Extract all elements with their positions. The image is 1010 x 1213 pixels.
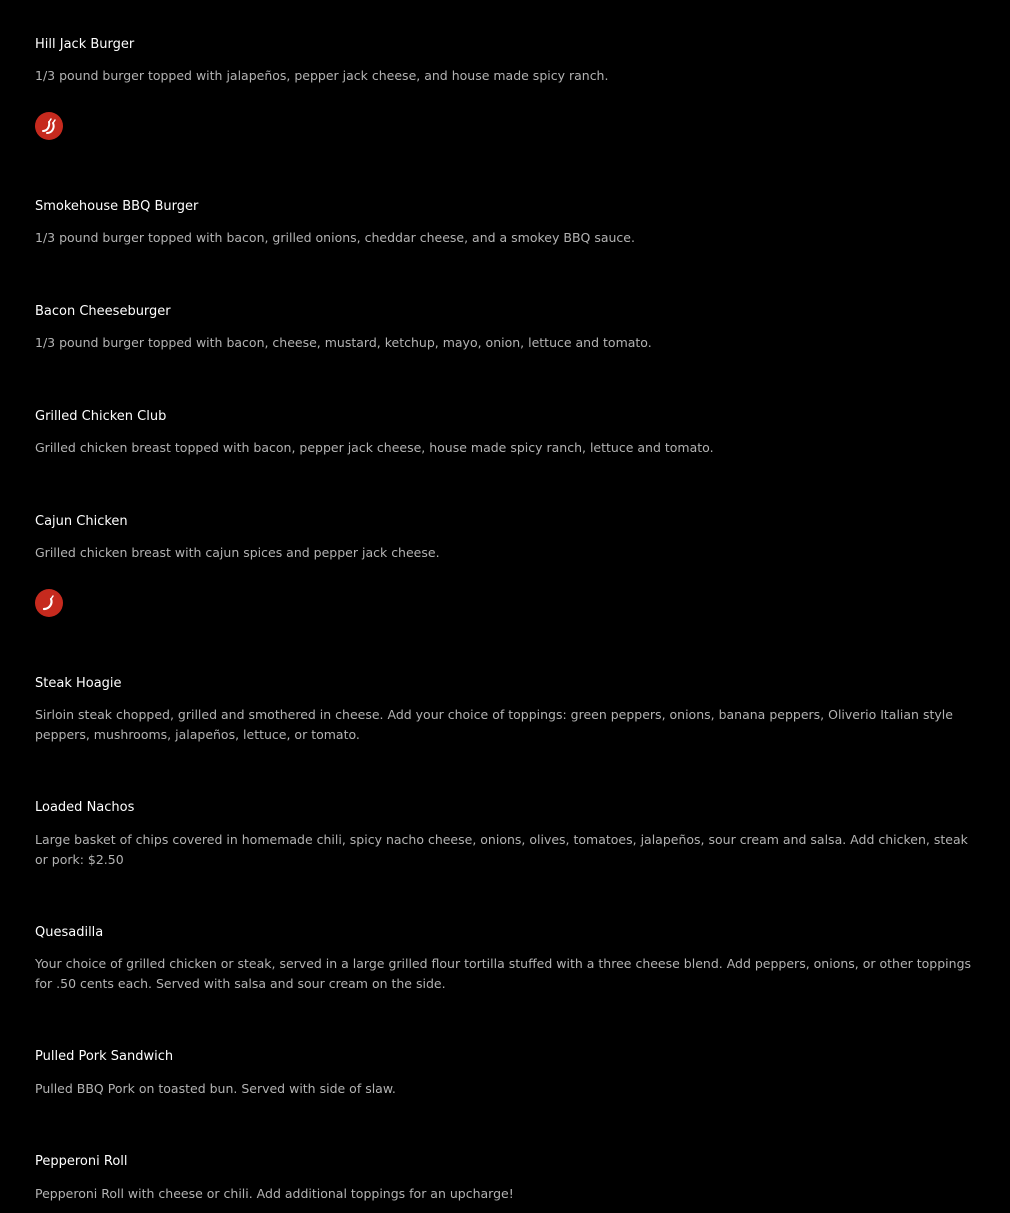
chili-pepper-icon xyxy=(35,589,63,617)
menu-item-description: Pepperoni Roll with cheese or chili. Add additional toppings for an upcharge! xyxy=(35,1186,514,1201)
menu-item-pepperoni-roll xyxy=(35,1153,980,1201)
menu-item-smokehouse-bbq-burger xyxy=(35,198,980,245)
menu-item-bacon-cheeseburger xyxy=(35,303,980,350)
menu-item-name: Steak Hoagie xyxy=(35,676,122,691)
menu-item-description: 1/3 pound burger topped with bacon, cheese, mustard, ketchup, mayo, onion, lettuce and tomato. xyxy=(35,335,652,350)
menu-item-quesadilla xyxy=(35,924,980,991)
menu-item-description: Large basket of chips covered in homemade chili, spicy nacho cheese, onions, olives, tomatoes, jalapeños, sour cream and salsa. Add chicken, steak or pork: $2.50 xyxy=(35,832,968,867)
menu-item-description: Your choice of grilled chicken or steak, served in a large grilled flour tortilla stuffed with a three cheese blend. Add peppers, onions, or other toppings for .50 cents each. Served with salsa and sour cream on the side. xyxy=(35,956,972,991)
menu-item-description: Grilled chicken breast with cajun spices and pepper jack cheese. xyxy=(35,545,440,560)
menu-item-cajun-chicken xyxy=(35,513,980,560)
menu-item-description: Pulled BBQ Pork on toasted bun. Served with side of slaw. xyxy=(35,1081,396,1096)
menu-item-name: Hill Jack Burger xyxy=(35,37,135,52)
menu-item-name: Bacon Cheeseburger xyxy=(35,304,171,319)
menu-item-name: Cajun Chicken xyxy=(35,514,128,529)
menu-item-description: 1/3 pound burger topped with jalapeños, pepper jack cheese, and house made spicy ranch. xyxy=(35,68,609,83)
menu-item-description: Sirloin steak chopped, grilled and smothered in cheese. Add your choice of toppings: green peppers, onions, banana peppers, Oliverio Italian style peppers, mushrooms, jalapeños, lettuce, or tomato. xyxy=(35,707,953,742)
menu-item-loaded-nachos xyxy=(35,799,980,867)
menu-item-name: Smokehouse BBQ Burger xyxy=(35,199,199,214)
menu-item-name: Quesadilla xyxy=(35,925,104,940)
menu-item-pulled-pork-sandwich xyxy=(35,1048,980,1096)
menu-item-name: Loaded Nachos xyxy=(35,800,135,815)
menu-item-grilled-chicken-club xyxy=(35,408,980,455)
menu-item-name: Pepperoni Roll xyxy=(35,1154,128,1169)
menu-item-description: 1/3 pound burger topped with bacon, grilled onions, cheddar cheese, and a smokey BBQ sauce. xyxy=(35,230,635,245)
menu-item-name: Pulled Pork Sandwich xyxy=(35,1049,174,1064)
menu-item-steak-hoagie xyxy=(35,675,980,742)
menu-item-description: Grilled chicken breast topped with bacon, pepper jack cheese, house made spicy ranch, lettuce and tomato. xyxy=(35,440,714,455)
menu-item-name: Grilled Chicken Club xyxy=(35,409,167,424)
double-chili-pepper-icon xyxy=(35,112,63,140)
menu-item-hill-jack-burger xyxy=(35,36,980,83)
